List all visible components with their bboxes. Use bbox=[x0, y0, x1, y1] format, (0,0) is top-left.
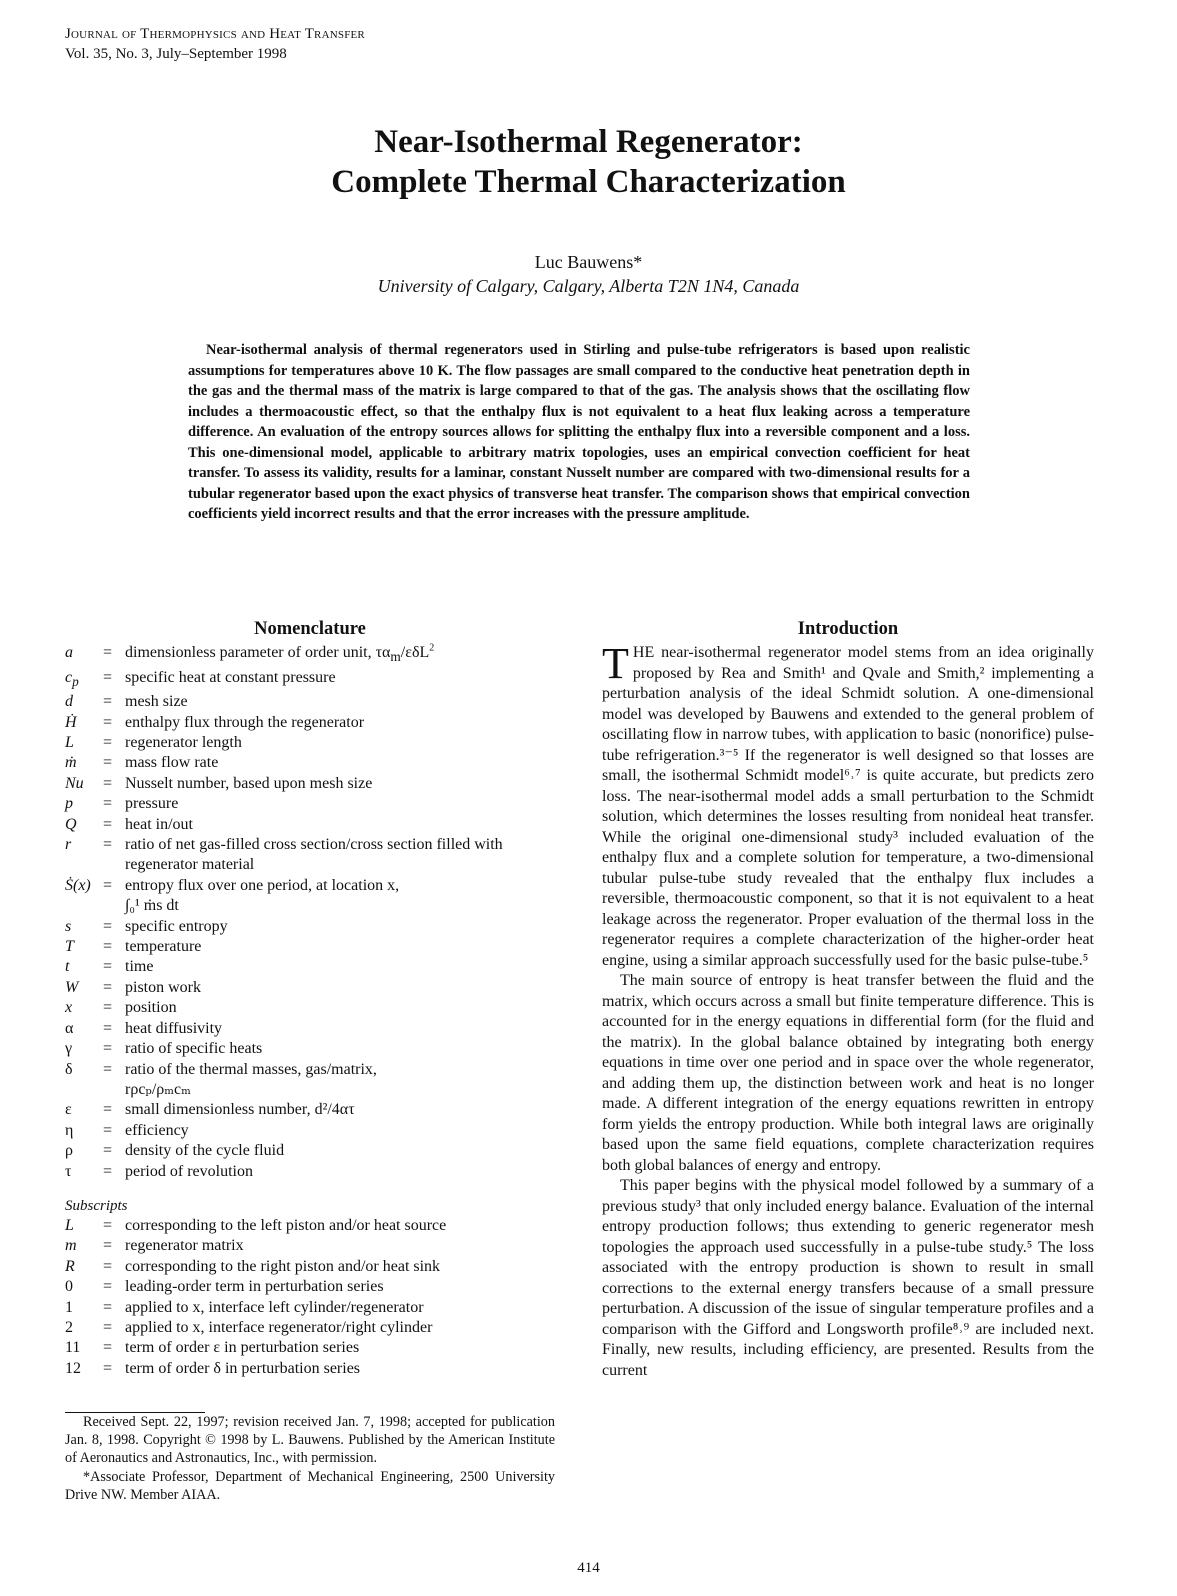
nomenclature-definition: heat diffusivity bbox=[125, 1019, 223, 1037]
nomenclature-definition: ratio of net gas-filled cross section/cross section filled with regenerator material bbox=[125, 836, 503, 874]
nomenclature-equals: = bbox=[103, 917, 113, 935]
nomenclature-row bbox=[65, 753, 555, 773]
nomenclature-equals: = bbox=[103, 713, 113, 731]
intro-paragraph-1 bbox=[602, 639, 1094, 971]
nomenclature-symbol: η bbox=[65, 1121, 74, 1139]
nomenclature-row bbox=[65, 1141, 555, 1161]
nomenclature-definition: heat in/out bbox=[125, 815, 193, 833]
subscript-symbol: 2 bbox=[65, 1318, 73, 1336]
nomenclature-symbol: s bbox=[65, 917, 72, 935]
subscript-symbol: 0 bbox=[65, 1278, 73, 1296]
subscript-definition: term of order δ in perturbation series bbox=[125, 1359, 361, 1377]
nomenclature-equals: = bbox=[103, 795, 113, 813]
subscript-row bbox=[65, 1257, 555, 1277]
nomenclature-equals: = bbox=[103, 978, 113, 996]
journal-header bbox=[65, 24, 365, 64]
nomenclature-symbol: a bbox=[65, 644, 73, 661]
author-affiliation: University of Calgary, Calgary, Alberta T2N 1N4, Canada bbox=[377, 276, 800, 296]
nomenclature-symbol: T bbox=[65, 938, 74, 956]
nomenclature-definition-superscript: 2 bbox=[429, 642, 435, 654]
nomenclature-definition-line2: ∫₀¹ ṁs dt bbox=[125, 897, 179, 915]
nomenclature-symbol: L bbox=[65, 734, 74, 751]
subscript-row bbox=[65, 1216, 555, 1236]
nomenclature-list bbox=[65, 643, 555, 1182]
nomenclature-definition: mass flow rate bbox=[125, 754, 219, 772]
nomenclature-definition: enthalpy flux through the regenerator bbox=[125, 713, 365, 731]
nomenclature-equals: = bbox=[103, 668, 113, 686]
nomenclature-row bbox=[65, 643, 555, 668]
nomenclature-equals: = bbox=[103, 836, 113, 854]
nomenclature-symbol: x bbox=[65, 999, 73, 1017]
page-number: 414 bbox=[577, 1560, 600, 1576]
subscript-symbol: R bbox=[65, 1257, 75, 1275]
subscript-equals: = bbox=[103, 1339, 113, 1357]
nomenclature-definition: pressure bbox=[125, 795, 179, 813]
nomenclature-symbol: δ bbox=[65, 1060, 73, 1078]
nomenclature-symbol: Q bbox=[65, 815, 77, 833]
nomenclature-row bbox=[65, 957, 555, 977]
subscripts-heading: Subscripts bbox=[65, 1197, 128, 1214]
nomenclature-row bbox=[65, 998, 555, 1018]
nomenclature-equals: = bbox=[103, 734, 113, 751]
nomenclature-equals: = bbox=[103, 1142, 113, 1160]
nomenclature-row bbox=[65, 668, 555, 693]
nomenclature-definition: dimensionless parameter of order unit, $\tau\alpha_m/\varepsilon\delta L^2$ bbox=[125, 642, 435, 665]
nomenclature-definition: time bbox=[125, 958, 154, 976]
nomenclature-definition: Nusselt number, based upon mesh size bbox=[125, 774, 373, 792]
nomenclature-row bbox=[65, 978, 555, 998]
nomenclature-row bbox=[65, 1039, 555, 1059]
subscript-equals: = bbox=[103, 1298, 113, 1316]
subscript-symbol: 12 bbox=[65, 1359, 81, 1377]
nomenclature-symbol: Ṡ(x) bbox=[65, 876, 91, 894]
nomenclature-definition: specific heat at constant pressure bbox=[125, 668, 336, 686]
subscript-equals: = bbox=[103, 1278, 113, 1296]
subscript-row bbox=[65, 1298, 555, 1318]
subscript-definition: regenerator matrix bbox=[125, 1237, 244, 1255]
subscript-symbol: m bbox=[65, 1237, 77, 1255]
journal-issue: Vol. 35, No. 3, July–September 1998 bbox=[65, 46, 287, 62]
nomenclature-equals: = bbox=[103, 876, 113, 894]
nomenclature-row bbox=[65, 937, 555, 957]
subscript-definition: corresponding to the right piston and/or heat sink bbox=[125, 1257, 441, 1275]
nomenclature-definition: density of the cycle fluid bbox=[125, 1142, 285, 1160]
subscript-definition: term of order ε in perturbation series bbox=[125, 1339, 360, 1357]
nomenclature-equals: = bbox=[103, 1162, 113, 1180]
nomenclature-symbol: ṁ bbox=[65, 754, 77, 772]
nomenclature-symbol: Nu bbox=[65, 774, 84, 792]
nomenclature-symbol: Ḣ bbox=[65, 713, 77, 731]
subscript-symbol: 1 bbox=[65, 1298, 73, 1316]
subscript-row bbox=[65, 1338, 555, 1358]
subscripts-list bbox=[65, 1216, 555, 1379]
title-line-1: Near-Isothermal Regenerator: bbox=[374, 124, 803, 160]
intro-paragraph-1-text: HE near-isothermal regenerator model stems from an idea originally proposed by Rea and Smith¹ and Qvale and Smith,² implementing a perturbation analysis of the ideal Schmidt solution. A one-dimensional model was developed by Bauwens and extended to the general problem of oscillating flow in narrow tubes, with application to basic (nonorifice) pulse-tube refrigeration.³⁻⁵ If the regenerator is well designed so that losses are small, the isothermal Schmidt model⁶˒⁷ is quite accurate, but predicts zero loss. The near-isothermal model adds a small perturbation to the Schmidt solution, which determines the losses resulting from nonideal heat transfer. While the original one-dimensional study³ included evaluation of the enthalpy flux and a complete solution for temperature, a two-dimensional tubular pulse-tube study revealed that the enthalpy flux includes a reversible, thermoacoustic component, so that it is not equivalent to a heat leakage across the regenerator. Proper evaluation of the thermal loss in the regenerator requires a complete characterization of the higher-order heat engine, using a similar approach successfully used for the basic pulse-tube.⁵ bbox=[602, 644, 1094, 969]
nomenclature-symbol: r bbox=[65, 836, 72, 854]
nomenclature-equals: = bbox=[103, 1019, 113, 1037]
nomenclature-equals: = bbox=[103, 1121, 113, 1139]
title-line-2: Complete Thermal Characterization bbox=[331, 164, 846, 200]
nomenclature-definition: mesh size bbox=[125, 693, 188, 711]
nomenclature-row bbox=[65, 713, 555, 733]
nomenclature-equals: = bbox=[103, 774, 113, 792]
nomenclature-equals: = bbox=[103, 938, 113, 956]
nomenclature-equals: = bbox=[103, 754, 113, 772]
nomenclature-definition: ratio of specific heats bbox=[125, 1040, 263, 1058]
nomenclature-row bbox=[65, 774, 555, 794]
nomenclature-definition: temperature bbox=[125, 938, 202, 956]
abstract: Near-isothermal analysis of thermal regenerators used in Stirling and pulse-tube refrigerators is based upon realistic assumptions for temperatures above 10 K. The flow passages are small compared to the conductive heat penetration depth in the gas and the thermal mass of the matrix is large compared to that of the gas. The analysis shows that the oscillating flow includes a thermoacoustic effect, so that the enthalpy flux is not equivalent to a heat flux leaking across a temperature difference. An evaluation of the entropy sources allows for splitting the enthalpy flux into a reversible component and a loss. This one-dimensional model, applicable to arbitrary matrix topologies, uses an empirical convection coefficient for heat transfer. To assess its validity, results for a laminar, constant Nusselt number are compared with two-dimensional results for a tubular regenerator based upon the exact physics of transverse heat transfer. The comparison shows that empirical convection coefficients yield incorrect results and that the error increases with the pressure amplitude. bbox=[188, 342, 970, 522]
nomenclature-definition: piston work bbox=[125, 978, 201, 996]
subscript-equals: = bbox=[103, 1237, 113, 1255]
nomenclature-symbol: W bbox=[65, 978, 79, 996]
nomenclature-symbol: γ bbox=[65, 1040, 73, 1058]
nomenclature-equals: = bbox=[103, 958, 113, 976]
nomenclature-symbol: τ bbox=[65, 1162, 72, 1180]
subscript-row bbox=[65, 1359, 555, 1379]
footnote-author: *Associate Professor, Department of Mechanical Engineering, 2500 University Drive NW. Member AIAA. bbox=[65, 1468, 555, 1503]
nomenclature-equals: = bbox=[103, 644, 113, 661]
nomenclature-row bbox=[65, 1100, 555, 1120]
nomenclature-symbol: d bbox=[65, 693, 73, 711]
nomenclature-row bbox=[65, 1019, 555, 1039]
nomenclature-equals: = bbox=[103, 815, 113, 833]
subscript-definition: applied to x, interface regenerator/right cylinder bbox=[125, 1318, 433, 1336]
nomenclature-equals: = bbox=[103, 999, 113, 1017]
nomenclature-equals: = bbox=[103, 1101, 113, 1119]
nomenclature-symbol: ρ bbox=[65, 1142, 73, 1160]
nomenclature-symbol-subscript: p bbox=[72, 673, 79, 689]
drop-cap: T bbox=[602, 639, 629, 688]
subscript-symbol: L bbox=[65, 1216, 74, 1234]
subscript-equals: = bbox=[103, 1216, 113, 1234]
nomenclature-definition-subscript: m bbox=[390, 649, 401, 665]
nomenclature-definition: specific entropy bbox=[125, 917, 228, 935]
nomenclature-definition: entropy flux over one period, at location x, ∫₀¹ ṁs dt bbox=[125, 876, 400, 915]
intro-paragraph-2: The main source of entropy is heat transfer between the fluid and the matrix, which occurs across a small but finite temperature difference. This is accounted for in the energy equations in differential form (for the fluid and the matrix). In the global balance obtained by integrating both energy equations in time over one period and in space over the whole regenerator, and adding them up, the distinction between work and heat is no longer made. A different integration of the energy equations rewritten in entropy form yields the entropy production. While both integral laws are originally based upon the same field equations, complete characterization requires both global balances of energy and entropy. bbox=[602, 972, 1094, 1174]
nomenclature-equals: = bbox=[103, 1040, 113, 1058]
intro-paragraph-3: This paper begins with the physical model followed by a summary of a previous study³ that only included energy balance. Evaluation of the internal entropy production follows; thus extending to generic regenerator mesh topologies the approach used successfully in a pulse-tube study.⁵ The loss associated with the entropy production is shown to result in small corrections to the external energy transfers because of a small pressure perturbation. A discussion of the issue of singular temperature profiles and a comparison with the Gifford and Longsworth profile⁸˒⁹ are included next. Finally, new results, including efficiency, are presented. Results from the current bbox=[602, 1177, 1094, 1379]
paper-title bbox=[0, 122, 1177, 202]
subscript-definition: corresponding to the left piston and/or heat source bbox=[125, 1216, 447, 1234]
nomenclature-row bbox=[65, 733, 555, 753]
subscript-row bbox=[65, 1277, 555, 1297]
nomenclature-equals: = bbox=[103, 1060, 113, 1078]
nomenclature-heading: Nomenclature bbox=[254, 619, 366, 639]
nomenclature-definition: ratio of the thermal masses, gas/matrix, rρcₚ/ρₘcₘ bbox=[125, 1060, 377, 1098]
introduction-column bbox=[602, 618, 1094, 1381]
subscript-definition: applied to x, interface left cylinder/regenerator bbox=[125, 1298, 424, 1316]
nomenclature-symbol: ε bbox=[65, 1101, 72, 1119]
nomenclature-equals: = bbox=[103, 693, 113, 711]
nomenclature-symbol: t bbox=[65, 958, 70, 976]
nomenclature-definition: position bbox=[125, 999, 177, 1017]
subscript-definition: leading-order term in perturbation series bbox=[125, 1278, 384, 1296]
nomenclature-row bbox=[65, 917, 555, 937]
footnotes bbox=[65, 1413, 555, 1504]
subscript-equals: = bbox=[103, 1318, 113, 1336]
nomenclature-definition: regenerator length bbox=[125, 734, 242, 751]
nomenclature-row bbox=[65, 815, 555, 835]
journal-name: Journal of Thermophysics and Heat Transfer bbox=[65, 26, 365, 42]
subscript-row bbox=[65, 1318, 555, 1338]
footnote-received: Received Sept. 22, 1997; revision received Jan. 7, 1998; accepted for publication Jan. 8, 1998. Copyright © 1998 by L. Bauwens. Published by the American Institute of Aeronautics and Astronautics, Inc., with permission. bbox=[65, 1414, 555, 1467]
nomenclature-definition-line2: rρcₚ/ρₘcₘ bbox=[125, 1080, 191, 1098]
nomenclature-definition: small dimensionless number, d²/4ατ bbox=[125, 1101, 355, 1119]
subscript-equals: = bbox=[103, 1359, 113, 1377]
author-name: Luc Bauwens* bbox=[534, 252, 643, 272]
introduction-heading: Introduction bbox=[797, 619, 899, 639]
nomenclature-column bbox=[65, 618, 555, 1379]
nomenclature-symbol: α bbox=[65, 1019, 74, 1037]
nomenclature-row bbox=[65, 692, 555, 712]
subscript-symbol: 11 bbox=[65, 1339, 81, 1357]
nomenclature-row bbox=[65, 876, 555, 917]
nomenclature-symbol: $c_p$ bbox=[65, 668, 79, 689]
nomenclature-row bbox=[65, 1162, 555, 1182]
nomenclature-row bbox=[65, 794, 555, 814]
nomenclature-row bbox=[65, 1060, 555, 1101]
nomenclature-definition: efficiency bbox=[125, 1121, 189, 1139]
nomenclature-symbol: p bbox=[65, 795, 73, 813]
nomenclature-row bbox=[65, 1121, 555, 1141]
subscript-equals: = bbox=[103, 1257, 113, 1275]
nomenclature-definition: period of revolution bbox=[125, 1162, 253, 1180]
subscript-row bbox=[65, 1236, 555, 1256]
nomenclature-row bbox=[65, 835, 555, 876]
